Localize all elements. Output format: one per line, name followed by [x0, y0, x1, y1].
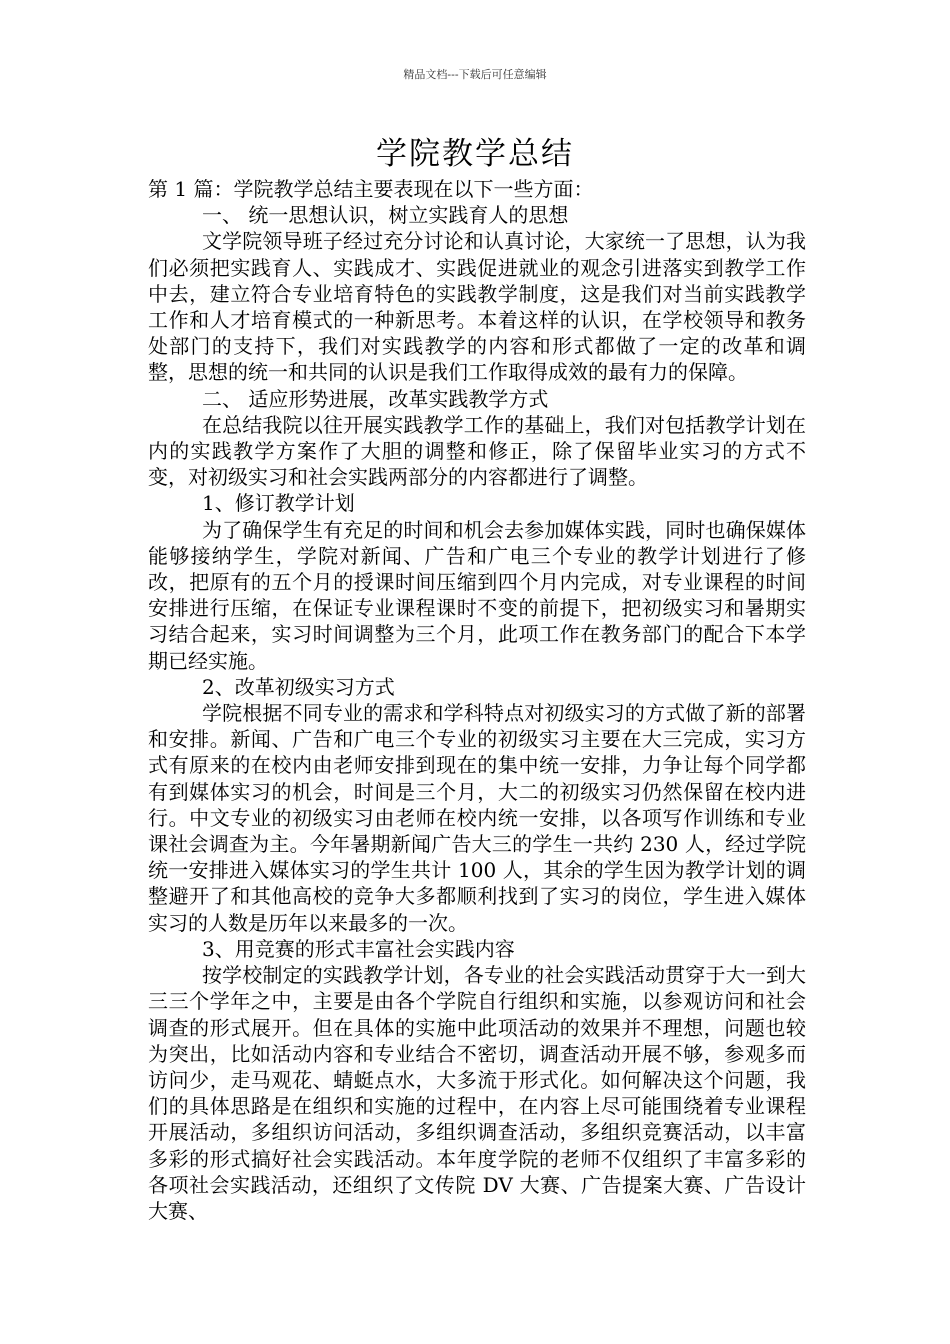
intro-line: 第 1 篇：学院教学总结主要表现在以下一些方面：	[148, 177, 594, 201]
paragraph: 学院根据不同专业的需求和学科特点对初级实习的方式做了新的部署和安排。新闻、广告和广电三个专业的初级实习主要在大三完成，实习方式有原来的在校内由老师安排到现在的集中统一安排，力争让每个同学都有到媒体实习的机会，时间是三个月，大二的初级实习仍然保留在校内进行。中文专业的初级实习由老师在校内统一安排，以各项写作训练和专业课社会调查为主。今年暑期新闻广告大三的学生一共约 230 人，经过学院统一安排进入媒体实习的学生共计 100 人，其余的学生因为教学计划的调整避开了和其他高校的竞争大多都顺利找到了实习的岗位，学生进入媒体实习的人数是历年以来最多的一次。	[148, 701, 806, 935]
section-heading-2: 二、 适应形势进展，改革实践教学方式	[202, 386, 549, 411]
subsection-heading-1: 1、修订教学计划	[202, 491, 355, 516]
paragraph: 为了确保学生有充足的时间和机会去参加媒体实践，同时也确保媒体能够接纳学生，学院对新闻、广告和广电三个专业的教学计划进行了修改，把原有的五个月的授课时间压缩到四个月内完成，对专业课程的时间安排进行压缩，在保证专业课程课时不变的前提下，把初级实习和暑期实习结合起来，实习时间调整为三个月，此项工作在教务部门的配合下本学期已经实施。	[148, 517, 806, 673]
subsection-heading-3: 3、用竞赛的形式丰富社会实践内容	[202, 936, 515, 961]
page-header-watermark: 精品文档---下载后可任意编辑	[403, 68, 547, 81]
section-heading-1: 一、 统一思想认识，树立实践育人的思想	[202, 203, 569, 228]
paragraph: 在总结我院以往开展实践教学工作的基础上，我们对包括教学计划在内的实践教学方案作了大胆的调整和修正，除了保留毕业实习的方式不变，对初级实习和社会实践两部分的内容都进行了调整。	[148, 412, 806, 490]
paragraph: 按学校制定的实践教学计划，各专业的社会实践活动贯穿于大一到大三三个学年之中，主要是由各个学院自行组织和实施，以参观访问和社会调查的形式展开。但在具体的实施中此项活动的效果并不理想，问题也较为突出，比如活动内容和专业结合不密切，调查活动开展不够，参观多而访问少，走马观花、蜻蜓点水，大多流于形式化。如何解决这个问题，我们的具体思路是在组织和实施的过程中，在内容上尽可能围绕着专业课程开展活动，多组织访问活动，多组织调查活动，多组织竞赛活动，以丰富多彩的形式搞好社会实践活动。本年度学院的老师不仅组织了丰富多彩的各项社会实践活动，还组织了文传院 DV 大赛、广告提案大赛、广告设计大赛、	[148, 963, 806, 1223]
document-body	[148, 176, 806, 1224]
document-title: 学院教学总结	[376, 136, 574, 172]
subsection-heading-2: 2、改革初级实习方式	[202, 674, 395, 699]
paragraph: 文学院领导班子经过充分讨论和认真讨论，大家统一了思想，认为我们必须把实践育人、实践成才、实践促进就业的观念引进落实到教学工作中去，建立符合专业培育特色的实践教学制度，这是我们对当前实践教学工作和人才培育模式的一种新思考。本着这样的认识，在学校领导和教务处部门的支持下，我们对实践教学的内容和形式都做了一定的改革和调整，思想的统一和共同的认识是我们工作取得成效的最有力的保障。	[148, 229, 806, 385]
